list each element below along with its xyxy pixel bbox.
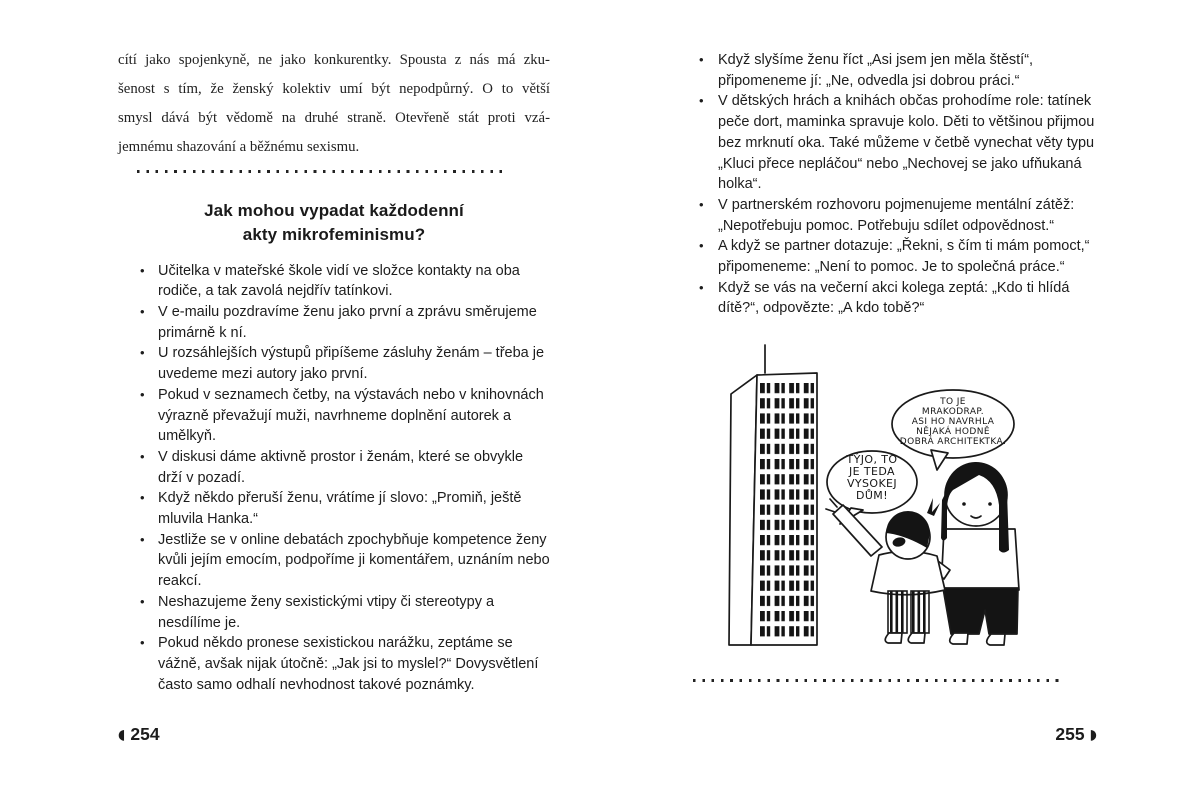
woman-foot [950, 633, 968, 644]
bullet-item: • Když se vás na večerní akci kolega zeptá: „Kdo ti hlídá dítě?“, odpovězte: „A kdo tobě?“ [697, 278, 1109, 319]
child-pant-leg [911, 591, 929, 633]
bullet-item: • Neshazujeme ženy sexistickými vtipy či stereotypy a nesdílíme je. [118, 592, 550, 633]
child-figure [826, 498, 950, 643]
child-cap-tuft [927, 498, 940, 516]
woman-eye [962, 502, 966, 506]
child-foot [885, 633, 902, 643]
child-foot [908, 633, 925, 643]
woman-foot [987, 634, 1005, 645]
intro-paragraph [118, 46, 550, 162]
bullet-item: • V partnerském rozhovoru pojmenujeme mentální zátěž: „Nepotřebuju pomoc. Potřebuju sdílet odpovědnost.“ [697, 195, 1109, 236]
skyscraper [729, 345, 817, 645]
bullet-item: • Když někdo přeruší ženu, vrátíme jí slovo: „Promiň, ještě mluvila Hanka.“ [118, 488, 550, 529]
bullet-list-left [118, 261, 550, 696]
bullet-item: • Jestliže se v online debatách zpochybňuje kompetence ženy kvůli jejím emocím, podpoříme ji komentářem, uznáním nebo reakcí. [118, 530, 550, 592]
bullet-item: • V diskusi dáme aktivně prostor i ženám, které se obvykle drží v pozadí. [118, 447, 550, 488]
page-marker-right-icon: ◗ [1089, 726, 1097, 743]
section-divider-bottom [693, 679, 1063, 682]
bullet-item: • A když se partner dotazuje: „Řekni, s čím ti mám pomoct,“ připomeneme: „Není to pomoc. Je to společná práce.“ [697, 236, 1109, 277]
page-marker-left-icon: ◖ [118, 726, 126, 743]
intro-line: šenost s tím, že ženský kolektiv umí být nepodpůrný. O to větší [118, 81, 550, 97]
section-heading: Jak mohou vypadat každodenní akty mikrofeminismu? [204, 200, 464, 244]
bubble-child-line: JE TEDA [849, 465, 895, 478]
speech-bubble-woman [892, 390, 1014, 470]
bullet-item: • U rozsáhlejších výstupů připíšeme zásluhy ženám – třeba je uvedeme mezi autory jako první. [118, 343, 550, 384]
bullet-item: • Pokud někdo pronese sexistickou narážku, zeptáme se vážně, avšak nijak útočně: „Jak jsi to myslel?“ Dovysvětlení často samo odhalí nevhodnost takové poznámky. [118, 633, 550, 695]
page-footer-right [1055, 724, 1097, 745]
bullet-item: • V e-mailu pozdravíme ženu jako první a zprávu směrujeme primárně k ní. [118, 302, 550, 343]
right-page [697, 50, 1109, 319]
bubble-child-line: TÝJO, TO [846, 453, 898, 466]
bubble-woman-line: MRAKODRAP. [921, 407, 985, 417]
left-page [118, 46, 550, 695]
page-number-right: 255 [1055, 724, 1085, 744]
bullet-item: • Když slyšíme ženu říct „Asi jsem jen měla štěstí“, připomeneme jí: „Ne, odvedla jsi dobrou práci.“ [697, 50, 1109, 91]
bubble-woman-line: TO JE [940, 397, 966, 407]
bubble-child-line: VYSOKEJ [846, 477, 898, 490]
intro-line: jemnému shazování a běžnému sexismu. [118, 139, 360, 155]
building-windows [760, 383, 815, 641]
bullet-list-right [697, 50, 1109, 319]
bubble-child-line: DŮM! [855, 489, 889, 502]
intro-line: smysl dává být vědomě na druhé straně. Otevřeně stát proti vzá- [118, 110, 550, 126]
child-pant-leg [888, 591, 907, 633]
bubble-woman-line: NĚJAKÁ HODNĚ [916, 427, 990, 437]
bubble-woman-line: ASI HO NAVRHLA [911, 417, 995, 427]
page-number-left: 254 [130, 724, 160, 744]
illustration-skyscraper-scene [703, 342, 1093, 667]
section-divider [137, 170, 502, 173]
intro-line: cítí jako spojenkyně, ne jako konkurentky. Spousta z nás má zku- [118, 52, 550, 68]
bullet-item: • Pokud v seznamech četby, na výstavách nebo v knihovnách výrazně převažují muži, navrhneme doplnění autorek a umělkyň. [118, 385, 550, 447]
woman-trousers [943, 588, 1018, 634]
woman-figure [941, 462, 1019, 645]
bubble-woman-line: DOBRÁ ARCHITEKTKA. [899, 437, 1007, 447]
woman-eye [988, 502, 992, 506]
child-eye [892, 529, 895, 532]
page-footer-left [118, 724, 160, 745]
bullet-item: • V dětských hrách a knihách občas prohodíme role: tatínek peče dort, maminka spravuje kolo. Děti to většinou přijmou bez mrknutí oka. Také můžeme v četbě vynechat věty typu „Kluci přece nepláčou“ nebo „Nechovej se jako ufňukaná holka“. [697, 91, 1109, 195]
bullet-item: • Učitelka v mateřské škole vidí ve složce kontakty na oba rodiče, a tak zavolá nejdřív tatínkovi. [118, 261, 550, 302]
